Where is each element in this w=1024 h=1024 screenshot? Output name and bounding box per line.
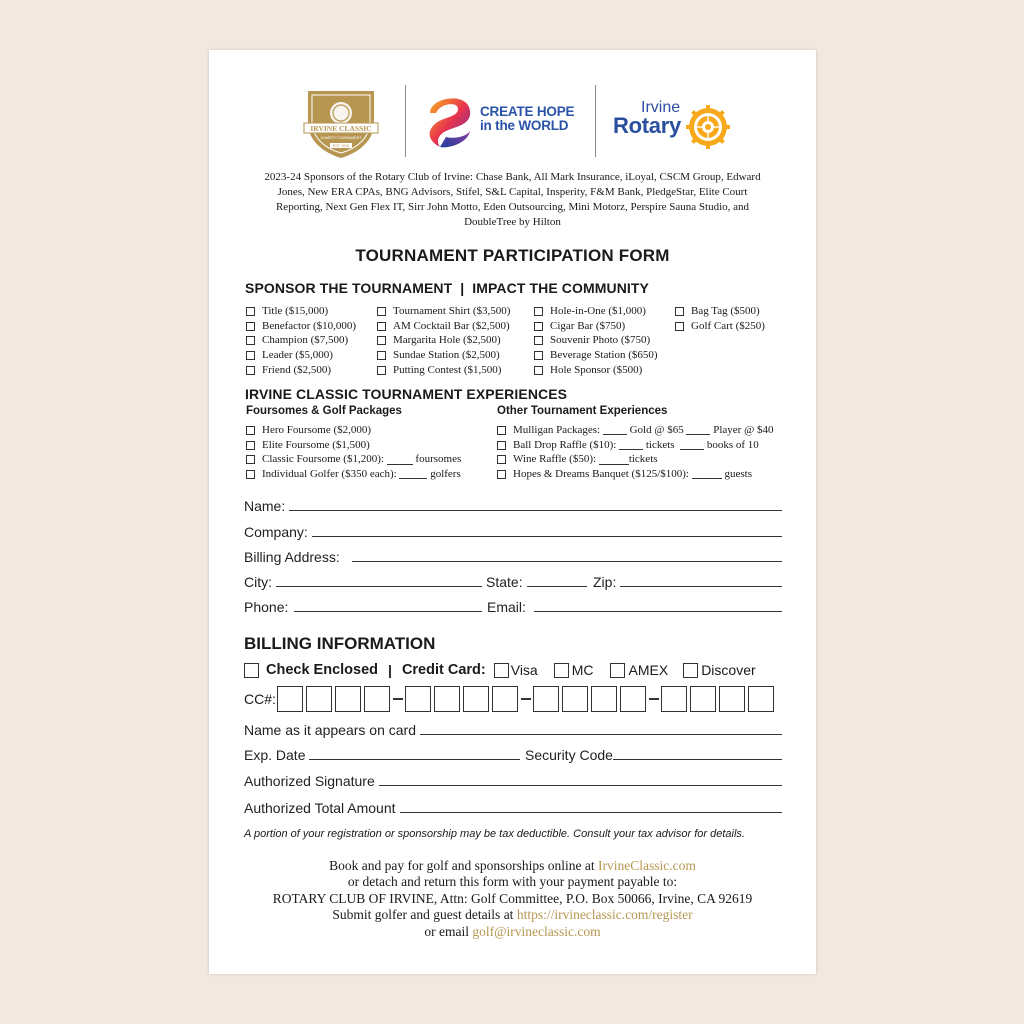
- field-label: Email:: [487, 599, 526, 615]
- checkbox[interactable]: [377, 322, 386, 331]
- checkbox[interactable]: [246, 307, 255, 316]
- city-input-line[interactable]: [276, 586, 482, 587]
- mc-checkbox[interactable]: [554, 663, 569, 678]
- option-label: Tournament Shirt ($3,500): [393, 305, 511, 317]
- option-label: Hole Sponsor ($500): [550, 363, 643, 376]
- visa-label: Visa: [510, 662, 538, 678]
- checkbox[interactable]: [246, 336, 255, 345]
- cc-dash: [521, 698, 531, 700]
- foursomes-heading: Foursomes & Golf Packages: [246, 405, 402, 417]
- sponsor-option[interactable]: [534, 363, 658, 378]
- foursome-option[interactable]: [246, 452, 461, 467]
- checkbox[interactable]: [377, 307, 386, 316]
- experiences-heading: IRVINE CLASSIC TOURNAMENT EXPERIENCES: [245, 386, 568, 402]
- cc-digit-box[interactable]: [364, 686, 390, 712]
- option-label: Golf Cart ($250): [691, 319, 765, 332]
- checkbox[interactable]: [377, 366, 386, 375]
- name-on-card-field[interactable]: [244, 722, 782, 738]
- sponsor-option[interactable]: [246, 363, 356, 378]
- option-suffix: tickets: [628, 453, 658, 466]
- foursome-option[interactable]: [246, 423, 461, 438]
- field-label: Authorized Total Amount: [244, 800, 396, 816]
- cc-digit-box[interactable]: [277, 686, 303, 712]
- footer-line-1: [209, 858, 816, 874]
- checkbox[interactable]: [497, 441, 506, 450]
- irvine-classic-shield-logo: [302, 87, 380, 159]
- discover-checkbox[interactable]: [683, 663, 698, 678]
- signature-line[interactable]: [379, 785, 782, 786]
- checkbox[interactable]: [246, 426, 255, 435]
- guests-qty-blank[interactable]: [692, 469, 722, 479]
- exp-date-line[interactable]: [309, 759, 520, 760]
- checkbox[interactable]: [246, 366, 255, 375]
- mulligan-option[interactable]: [497, 423, 773, 438]
- check-enclosed-checkbox[interactable]: [244, 663, 259, 678]
- option-label: Bag Tag ($500): [691, 305, 760, 317]
- foursome-option[interactable]: [246, 467, 461, 482]
- footer-line-3: ROTARY CLUB OF IRVINE, Attn: Golf Committee, P.O. Box 50066, Irvine, CA 92619: [272, 890, 753, 906]
- amex-checkbox[interactable]: [610, 663, 625, 678]
- sponsor-col-4: [675, 304, 765, 333]
- option-label: Benefactor ($10,000): [262, 319, 357, 332]
- billing-heading: BILLING INFORMATION: [244, 634, 436, 653]
- option-label: Putting Contest ($1,500): [393, 363, 502, 376]
- sponsor-option[interactable]: [246, 319, 356, 334]
- option-label: Souvenir Photo ($750): [550, 334, 651, 347]
- foursomes-qty-blank[interactable]: [387, 455, 413, 465]
- sponsor-col-1: [246, 304, 356, 378]
- cc-digit-box[interactable]: [533, 686, 559, 712]
- banquet-option[interactable]: [497, 467, 773, 482]
- zip-input-line[interactable]: [620, 586, 782, 587]
- option-label: Classic Foursome ($1,200):: [262, 453, 384, 466]
- option-suffix: Gold @ $65: [629, 424, 684, 436]
- option-label: Hero Foursome ($2,000): [262, 424, 372, 436]
- cc-digit-box[interactable]: [591, 686, 617, 712]
- cc-digit-box[interactable]: [306, 686, 332, 712]
- sponsor-option[interactable]: [377, 304, 510, 319]
- register-link[interactable]: https://irvineclassic.com/register: [516, 907, 693, 923]
- sponsor-option[interactable]: [377, 319, 510, 334]
- option-label: Title ($15,000): [262, 305, 329, 317]
- hope-line-1: CREATE HOPE: [480, 104, 575, 119]
- checkbox[interactable]: [377, 351, 386, 360]
- cc-dash: [393, 698, 403, 700]
- option-label: AM Cocktail Bar ($2,500): [393, 319, 510, 332]
- security-code-line[interactable]: [613, 759, 782, 760]
- checkbox[interactable]: [675, 307, 684, 316]
- field-label: Exp. Date: [244, 747, 306, 763]
- field-label: Phone:: [244, 599, 289, 615]
- option-suffix: tickets: [645, 438, 675, 451]
- sponsors-list: 2023-24 Sponsors of the Rotary Club of Irvine: Chase Bank, All Mark Insurance, iLoyal, CSCM Group, Edward Jones, New ERA CPAs, BNG Advisors, Stifel, S&L Capital, Insperity, F&M Bank, PledgeStar, Elite Court Reporting, Next Gen Flex IT, Sirr John Motto, Eden Outsourcing, Mini Motorz, Perspire Sauna Studio, and DoubleTree by Hilton: [264, 171, 761, 228]
- total-amount-field[interactable]: [244, 800, 782, 816]
- foursomes-list: [246, 423, 461, 482]
- option-label: Beverage Station ($650): [550, 349, 658, 362]
- sponsor-option[interactable]: [246, 333, 356, 348]
- books-qty-blank[interactable]: [680, 440, 704, 450]
- state-field[interactable]: [486, 574, 587, 590]
- gold-qty-blank[interactable]: [603, 425, 627, 435]
- cc-digit-box[interactable]: [405, 686, 431, 712]
- discover-label: Discover: [701, 662, 756, 678]
- option-label: Wine Raffle ($50):: [513, 453, 597, 466]
- player-qty-blank[interactable]: [686, 425, 710, 435]
- checkbox[interactable]: [246, 455, 255, 464]
- other-experiences-list: [497, 423, 773, 482]
- option-label: Individual Golfer ($350 each):: [262, 468, 397, 481]
- create-hope-wordmark: [480, 105, 574, 133]
- footer-line-5: [209, 924, 816, 940]
- cc-dash: [649, 698, 659, 700]
- field-label: City:: [244, 574, 272, 590]
- footer-line-2: or detach and return this form with your payment payable to:: [347, 874, 678, 890]
- field-label: Zip:: [593, 574, 617, 590]
- address-input-line[interactable]: [352, 561, 782, 562]
- phone-field[interactable]: [244, 599, 482, 615]
- option-label: Hopes & Dreams Banquet ($125/$100):: [513, 468, 689, 481]
- checkbox[interactable]: [246, 322, 255, 331]
- sponsor-option[interactable]: [534, 333, 658, 348]
- create-hope-swirl-icon: [424, 91, 474, 149]
- security-code-field[interactable]: [525, 747, 782, 763]
- card-number-row: [244, 686, 774, 712]
- cc-digit-box[interactable]: [661, 686, 687, 712]
- option-label: Champion ($7,500): [262, 334, 349, 347]
- cc-digit-box[interactable]: [492, 686, 518, 712]
- logo-divider: [405, 85, 406, 157]
- tax-note: A portion of your registration or sponsorship may be tax deductible. Consult your tax advisor for details.: [244, 828, 745, 840]
- company-field[interactable]: [244, 524, 782, 540]
- sponsor-col-3: [534, 304, 658, 378]
- cc-digit-box[interactable]: [719, 686, 745, 712]
- field-label: Security Code: [525, 747, 613, 763]
- cc-digit-box[interactable]: [434, 686, 460, 712]
- field-label: Company:: [244, 524, 308, 540]
- sponsor-option[interactable]: [246, 348, 356, 363]
- sponsor-option[interactable]: [534, 304, 658, 319]
- sponsor-heading: SPONSOR THE TOURNAMENT | IMPACT THE COMMUNITY: [245, 280, 649, 296]
- option-label: Ball Drop Raffle ($10):: [513, 438, 617, 451]
- name-on-card-line[interactable]: [420, 734, 782, 735]
- sponsor-option[interactable]: [675, 304, 765, 319]
- cc-digit-box[interactable]: [463, 686, 489, 712]
- logo-strip: [209, 85, 816, 160]
- sponsor-option[interactable]: [534, 348, 658, 363]
- field-label: Name as it appears on card: [244, 722, 416, 738]
- name-field[interactable]: [244, 498, 782, 514]
- form-title: TOURNAMENT PARTICIPATION FORM: [355, 246, 670, 265]
- option-label: Friend ($2,500): [262, 363, 332, 376]
- checkbox[interactable]: [497, 470, 506, 479]
- checkbox[interactable]: [497, 426, 506, 435]
- phone-input-line[interactable]: [294, 611, 482, 612]
- payment-separator: |: [388, 662, 392, 678]
- shield-logo-sub: CHARITY TOURNAMENT: [320, 136, 362, 140]
- rotary-wordmark: Rotary: [613, 113, 681, 138]
- option-suffix: guests: [724, 468, 752, 481]
- other-experiences-heading: Other Tournament Experiences: [497, 405, 668, 417]
- footer-instructions: [209, 858, 816, 940]
- option-label: Sundae Station ($2,500): [393, 349, 500, 362]
- logo-divider: [595, 85, 596, 157]
- shield-logo-name: IRVINE CLASSIC: [310, 124, 372, 133]
- option-label: Cigar Bar ($750): [550, 319, 626, 332]
- check-enclosed-label: Check Enclosed: [266, 662, 379, 678]
- email-input-line[interactable]: [534, 611, 782, 612]
- checkbox[interactable]: [534, 322, 543, 331]
- option-label: Mulligan Packages:: [513, 424, 601, 436]
- checkbox[interactable]: [497, 455, 506, 464]
- sponsor-option[interactable]: [377, 348, 510, 363]
- signature-field[interactable]: [244, 773, 782, 789]
- cc-digit-box[interactable]: [335, 686, 361, 712]
- checkbox[interactable]: [534, 307, 543, 316]
- sponsor-option[interactable]: [675, 319, 765, 334]
- amex-label: AMEX: [628, 662, 669, 678]
- checkbox[interactable]: [377, 336, 386, 345]
- payment-method-row: [244, 662, 756, 678]
- option-label: Margarita Hole ($2,500): [393, 334, 501, 347]
- cc-digit-box[interactable]: [562, 686, 588, 712]
- foursome-option[interactable]: [246, 438, 461, 453]
- option-suffix: Player @ $40: [713, 424, 774, 436]
- billing-address-field[interactable]: [244, 549, 782, 565]
- option-label: Elite Foursome ($1,500): [262, 438, 370, 451]
- zip-field[interactable]: [593, 574, 782, 590]
- email-field[interactable]: [487, 599, 782, 615]
- footer-text: Submit golfer and guest details at: [332, 907, 514, 923]
- footer-line-4: [209, 907, 816, 923]
- company-input-line[interactable]: [312, 536, 782, 537]
- sponsor-option[interactable]: [377, 333, 510, 348]
- name-input-line[interactable]: [289, 510, 782, 511]
- sponsor-option[interactable]: [377, 363, 510, 378]
- irvineclassic-link[interactable]: IrvineClassic.com: [597, 858, 696, 873]
- participation-form-page: [209, 50, 816, 974]
- visa-checkbox[interactable]: [494, 663, 509, 678]
- wine-qty-blank[interactable]: [599, 455, 629, 465]
- exp-date-field[interactable]: [244, 747, 520, 763]
- field-label: Authorized Signature: [244, 773, 375, 789]
- balldrop-option[interactable]: [497, 438, 773, 453]
- option-suffix: books of 10: [706, 438, 759, 451]
- credit-card-label: Credit Card:: [401, 662, 486, 678]
- checkbox[interactable]: [675, 322, 684, 331]
- total-amount-line[interactable]: [400, 812, 782, 813]
- option-label: Hole-in-One ($1,000): [550, 305, 646, 317]
- checkbox[interactable]: [534, 351, 543, 360]
- state-input-line[interactable]: [527, 586, 587, 587]
- field-label: State:: [486, 574, 523, 590]
- checkbox[interactable]: [534, 366, 543, 375]
- wine-option[interactable]: [497, 452, 773, 467]
- email-link[interactable]: golf@irvineclassic.com: [472, 923, 601, 939]
- checkbox[interactable]: [534, 336, 543, 345]
- cc-digit-box[interactable]: [748, 686, 774, 712]
- mc-label: MC: [571, 662, 594, 678]
- option-suffix: golfers: [430, 468, 461, 481]
- option-label: Leader ($5,000): [262, 349, 333, 362]
- cc-digit-box[interactable]: [620, 686, 646, 712]
- rotary-wheel-icon: [685, 104, 731, 150]
- sponsor-option[interactable]: [534, 319, 658, 334]
- city-field[interactable]: [244, 574, 482, 590]
- rotary-city-label: Irvine: [641, 99, 681, 116]
- checkbox[interactable]: [246, 441, 255, 450]
- hope-line-2: in the WORLD: [480, 118, 569, 133]
- golfers-qty-blank[interactable]: [399, 469, 427, 479]
- sponsor-option[interactable]: [246, 304, 356, 319]
- checkbox[interactable]: [246, 351, 255, 360]
- shield-logo-est: EST. 2015: [332, 144, 350, 148]
- cc-digit-box[interactable]: [690, 686, 716, 712]
- field-label: Billing Address:: [244, 549, 340, 565]
- tickets-qty-blank[interactable]: [619, 440, 643, 450]
- checkbox[interactable]: [246, 470, 255, 479]
- option-suffix: foursomes: [415, 453, 462, 466]
- footer-text: or email: [424, 923, 469, 939]
- field-label: Name:: [244, 498, 286, 514]
- footer-text: Book and pay for golf and sponsorships online at: [329, 858, 595, 873]
- sponsor-col-2: [377, 304, 510, 378]
- cc-label: CC#:: [244, 691, 276, 707]
